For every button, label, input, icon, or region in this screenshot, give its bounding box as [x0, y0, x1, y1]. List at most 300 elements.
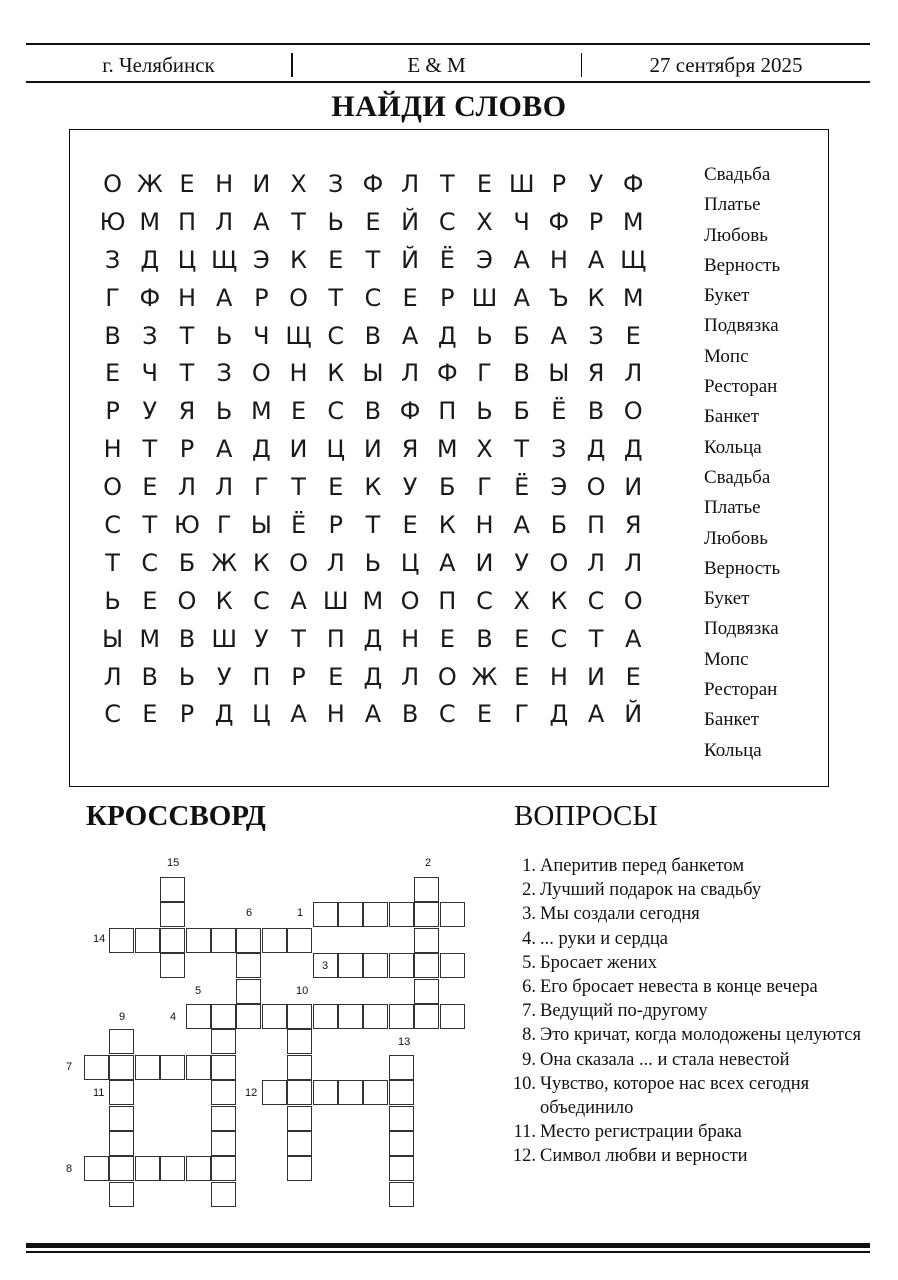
letter-cell: Ф	[436, 359, 458, 388]
question-number: 2.	[522, 880, 536, 901]
letter-cell: Е	[476, 700, 493, 729]
crossword-cell[interactable]	[338, 1080, 363, 1105]
crossword-cell[interactable]	[389, 953, 414, 978]
letter-cell: Е	[328, 473, 344, 502]
crossword-cell[interactable]	[440, 1004, 465, 1029]
crossword-cell[interactable]	[287, 928, 312, 953]
crossword-cell[interactable]	[414, 979, 439, 1004]
letter-cell: Е	[514, 662, 530, 691]
letter-cell: Ш	[508, 169, 535, 198]
letter-cell: И	[289, 435, 308, 464]
letter-cell: Н	[289, 359, 308, 388]
letter-cell: Е	[290, 397, 307, 426]
letter-cell: Ш	[211, 624, 237, 653]
crossword-cell[interactable]	[211, 1055, 236, 1080]
letter-cell: Л	[215, 207, 234, 236]
letter-cell: А	[290, 586, 307, 615]
letter-cell: Ф	[139, 283, 161, 312]
letter-cell: Л	[587, 548, 606, 577]
questions-title: ВОПРОСЫ	[514, 800, 658, 832]
crossword-cell[interactable]	[135, 928, 160, 953]
crossword-cell[interactable]	[414, 902, 439, 927]
letter-cell: А	[513, 510, 530, 539]
wordsearch-grid	[94, 165, 652, 733]
crossword-cell[interactable]	[236, 928, 261, 953]
letter-cell: О	[103, 169, 123, 198]
crossword-cell[interactable]	[211, 1131, 236, 1156]
question-item	[500, 927, 870, 951]
crossword-cell[interactable]	[236, 1004, 261, 1029]
letter-cell: С	[438, 700, 456, 729]
crossword-cell[interactable]	[109, 1131, 134, 1156]
questions-list	[500, 854, 870, 1169]
letter-cell: Е	[402, 510, 418, 539]
letter-cell: О	[623, 397, 643, 426]
header-city: г. Челябинск	[102, 52, 215, 77]
letter-cell: З	[328, 169, 344, 198]
letter-cell: Ы	[102, 624, 124, 653]
letter-cell: П	[177, 207, 196, 236]
letter-cell: З	[104, 245, 121, 274]
letter-cell: Б	[513, 321, 530, 350]
word-list-item: Подвязка	[704, 315, 779, 337]
letter-cell: М	[250, 397, 272, 426]
letter-cell: Т	[105, 548, 120, 577]
letter-cell: Ц	[326, 435, 346, 464]
letter-cell: Ш	[471, 283, 498, 312]
crossword-cell[interactable]	[338, 902, 363, 927]
letter-cell: Р	[440, 283, 455, 312]
letter-cell: Б	[513, 397, 530, 426]
letter-cell: А	[290, 700, 307, 729]
letter-cell: Х	[290, 169, 307, 198]
letter-cell: В	[401, 700, 419, 729]
letter-cell: Л	[401, 359, 420, 388]
letter-cell: Л	[215, 473, 234, 502]
letter-cell: А	[550, 321, 568, 350]
letter-cell: С	[587, 586, 605, 615]
crossword-cell[interactable]	[262, 1080, 287, 1105]
crossword-cell[interactable]	[186, 928, 211, 953]
letter-cell: Р	[254, 283, 269, 312]
crossword-cell[interactable]	[236, 953, 261, 978]
word-list-item: Верность	[704, 254, 781, 276]
clue-number: 12	[245, 1087, 258, 1099]
letter-cell: Щ	[285, 321, 312, 350]
crossword-cell[interactable]	[160, 877, 185, 902]
crossword-cell[interactable]	[160, 902, 185, 927]
crossword-cell[interactable]	[363, 1080, 388, 1105]
crossword-cell[interactable]	[414, 1004, 439, 1029]
letter-cell: В	[364, 321, 382, 350]
letter-cell: П	[438, 586, 457, 615]
footer-rule-thick	[26, 1243, 870, 1248]
letter-cell: Т	[179, 321, 195, 350]
letter-cell: Ь	[104, 586, 121, 615]
crossword-cell[interactable]	[440, 953, 465, 978]
crossword-cell[interactable]	[262, 928, 287, 953]
crossword-cell[interactable]	[414, 953, 439, 978]
crossword-cell[interactable]	[338, 953, 363, 978]
question-number: 8.	[522, 1025, 536, 1046]
letter-cell: Ё	[290, 510, 307, 539]
word-list-item: Букет	[704, 285, 750, 307]
crossword-cell[interactable]	[287, 1131, 312, 1156]
letter-cell: Б	[550, 510, 568, 539]
clue-number: 1	[297, 907, 304, 919]
crossword-cell[interactable]	[313, 1080, 338, 1105]
crossword-cell[interactable]	[160, 928, 185, 953]
letter-cell: Р	[588, 207, 604, 236]
clue-number: 13	[398, 1036, 411, 1048]
letter-cell: Ь	[178, 662, 196, 691]
letter-cell: Д	[363, 662, 383, 691]
letter-cell: Н	[326, 700, 345, 729]
question-text: ... руки и сердца	[540, 928, 668, 949]
letter-cell: Ц	[400, 548, 420, 577]
letter-cell: Т	[291, 473, 306, 502]
letter-cell: Ю	[99, 207, 126, 236]
letter-cell: С	[476, 586, 493, 615]
letter-cell: Н	[549, 245, 568, 274]
letter-cell: П	[587, 510, 606, 539]
letter-cell: Ы	[362, 359, 384, 388]
question-number: 9.	[522, 1049, 536, 1070]
letter-cell: И	[363, 435, 382, 464]
letter-cell: А	[364, 700, 382, 729]
letter-cell: Т	[291, 624, 306, 653]
letter-cell: Ь	[327, 207, 344, 236]
word-list-item: Любовь	[704, 224, 768, 246]
letter-cell: Ь	[215, 397, 233, 426]
letter-cell: Е	[328, 245, 344, 274]
clue-number: 9	[119, 1011, 126, 1023]
question-item	[500, 854, 870, 878]
letter-cell: К	[215, 586, 233, 615]
letter-cell: А	[587, 700, 605, 729]
clue-number: 4	[170, 1011, 177, 1023]
question-text: Она сказала ... и стала невестой	[540, 1049, 790, 1070]
crossword-cell[interactable]	[363, 1004, 388, 1029]
crossword-title: КРОССВОРД	[86, 800, 266, 832]
letter-cell: О	[623, 586, 643, 615]
word-list-item: Кольца	[704, 739, 762, 761]
crossword-cell[interactable]	[186, 1156, 211, 1181]
letter-cell: Л	[177, 473, 196, 502]
letter-cell: А	[439, 548, 456, 577]
letter-cell: О	[103, 473, 123, 502]
letter-cell: М	[436, 435, 458, 464]
letter-cell: И	[624, 473, 643, 502]
crossword-cell[interactable]	[186, 1055, 211, 1080]
letter-cell: У	[402, 473, 418, 502]
question-text: Его бросает невеста в конце вечера	[540, 977, 818, 998]
crossword-cell[interactable]	[211, 1080, 236, 1105]
crossword-cell[interactable]	[109, 1080, 134, 1105]
crossword-cell[interactable]	[211, 1156, 236, 1181]
letter-cell: Т	[291, 207, 306, 236]
letter-cell: Э	[252, 245, 270, 274]
letter-cell: О	[586, 473, 606, 502]
letter-cell: В	[587, 397, 605, 426]
crossword-cell[interactable]	[84, 1055, 109, 1080]
crossword-cell[interactable]	[211, 1004, 236, 1029]
letter-cell: Т	[439, 169, 455, 198]
question-number: 4.	[522, 928, 536, 949]
letter-cell: З	[551, 435, 567, 464]
crossword-cell[interactable]	[236, 979, 261, 1004]
crossword-cell[interactable]	[363, 902, 388, 927]
letter-cell: И	[587, 662, 605, 691]
crossword-cell[interactable]	[160, 1156, 185, 1181]
crossword-cell[interactable]	[109, 1156, 134, 1181]
question-item	[500, 1023, 870, 1047]
question-item	[500, 878, 870, 902]
letter-cell: З	[588, 321, 604, 350]
crossword-cell[interactable]	[287, 1055, 312, 1080]
letter-cell: Н	[103, 435, 122, 464]
crossword-cell[interactable]	[389, 1156, 414, 1181]
letter-cell: Б	[178, 548, 196, 577]
crossword-cell[interactable]	[389, 1004, 414, 1029]
word-list-item: Платье	[704, 194, 761, 216]
word-list-item: Букет	[704, 588, 750, 610]
letter-cell: Х	[476, 207, 493, 236]
clue-number: 3	[322, 960, 329, 972]
crossword-cell[interactable]	[389, 1182, 414, 1207]
letter-cell: Ы	[250, 510, 272, 539]
footer-rule-thin	[26, 1251, 870, 1253]
question-text: Бросает жених	[540, 952, 657, 973]
letter-cell: Ц	[252, 700, 271, 729]
letter-cell: Н	[475, 510, 494, 539]
letter-cell: Д	[251, 435, 271, 464]
letter-cell: Ф	[399, 397, 421, 426]
letter-cell: Г	[216, 510, 232, 539]
header-bar	[26, 48, 870, 82]
letter-cell: Д	[586, 435, 606, 464]
crossword-cell[interactable]	[287, 1029, 312, 1054]
clue-number: 8	[66, 1163, 73, 1175]
header-date: 27 сентября 2025	[649, 52, 803, 77]
letter-cell: Ч	[253, 321, 270, 350]
letter-cell: Е	[402, 283, 418, 312]
crossword-cell[interactable]	[211, 1182, 236, 1207]
clue-number: 7	[66, 1061, 73, 1073]
crossword-cell[interactable]	[287, 1106, 312, 1131]
crossword-cell[interactable]	[338, 1004, 363, 1029]
header-bottom-rule	[26, 81, 870, 83]
letter-cell: Ф	[548, 207, 570, 236]
letter-cell: О	[289, 283, 308, 312]
letter-cell: Т	[514, 435, 529, 464]
letter-cell: К	[327, 359, 345, 388]
crossword-cell[interactable]	[109, 1029, 134, 1054]
letter-cell: Е	[625, 321, 641, 350]
crossword-cell[interactable]	[211, 1029, 236, 1054]
letter-cell: О	[400, 586, 420, 615]
letter-cell: З	[216, 359, 232, 388]
clue-number: 10	[296, 985, 309, 997]
letter-cell: Ю	[174, 510, 200, 539]
letter-cell: П	[438, 397, 457, 426]
letter-cell: Е	[142, 586, 158, 615]
question-text: Лучший подарок на свадьбу	[540, 880, 762, 901]
crossword-cell[interactable]	[287, 1004, 312, 1029]
letter-cell: Р	[291, 662, 306, 691]
letter-cell: Б	[439, 473, 456, 502]
question-text: Место регистрации брака	[540, 1122, 742, 1143]
word-list-item: Банкет	[704, 709, 760, 731]
question-item	[500, 1072, 870, 1120]
letter-cell: Ё	[514, 473, 530, 502]
letter-cell: Ц	[177, 245, 197, 274]
letter-cell: С	[104, 700, 121, 729]
letter-cell: Т	[588, 624, 604, 653]
letter-cell: Ф	[622, 169, 644, 198]
letter-cell: Г	[105, 283, 120, 312]
letter-cell: Г	[514, 700, 529, 729]
letter-cell: А	[513, 245, 530, 274]
letter-cell: А	[215, 435, 233, 464]
letter-cell: Е	[142, 473, 158, 502]
letter-cell: Р	[328, 510, 343, 539]
letter-cell: И	[252, 169, 271, 198]
letter-cell: Е	[179, 169, 195, 198]
word-list-item: Платье	[704, 497, 761, 519]
letter-cell: С	[104, 510, 121, 539]
letter-cell: Ё	[551, 397, 567, 426]
crossword-cell[interactable]	[135, 1055, 160, 1080]
crossword-cell[interactable]	[109, 928, 134, 953]
letter-cell: К	[364, 473, 382, 502]
letter-cell: М	[139, 207, 161, 236]
letter-cell: А	[625, 624, 642, 653]
crossword-cell[interactable]	[440, 902, 465, 927]
letter-cell: Т	[328, 283, 344, 312]
letter-cell: Л	[326, 548, 345, 577]
crossword-cell[interactable]	[109, 1106, 134, 1131]
crossword-cell[interactable]	[313, 1004, 338, 1029]
clue-number: 2	[425, 857, 432, 869]
letter-cell: Я	[587, 359, 605, 388]
crossword-cell[interactable]	[262, 1004, 287, 1029]
letter-cell: Т	[179, 359, 195, 388]
letter-cell: У	[216, 662, 232, 691]
crossword-cell[interactable]	[211, 928, 236, 953]
crossword-cell[interactable]	[135, 1156, 160, 1181]
word-list-item: Подвязка	[704, 618, 779, 640]
crossword-cell[interactable]	[389, 1055, 414, 1080]
letter-cell: Й	[401, 245, 420, 274]
letter-cell: У	[588, 169, 604, 198]
crossword-cell[interactable]	[211, 1106, 236, 1131]
letter-cell: К	[290, 245, 308, 274]
letter-cell: Л	[103, 662, 122, 691]
question-number: 6.	[522, 977, 536, 998]
letter-cell: Ь	[364, 548, 382, 577]
letter-cell: Э	[550, 473, 568, 502]
letter-cell: Г	[254, 473, 269, 502]
letter-cell: А	[215, 283, 233, 312]
crossword-cell[interactable]	[389, 1106, 414, 1131]
clue-number: 15	[167, 857, 180, 869]
letter-cell: О	[549, 548, 569, 577]
question-text: Чувство, которое нас всех сегодня объединило	[540, 1073, 810, 1119]
letter-cell: Н	[401, 624, 420, 653]
question-item	[500, 975, 870, 999]
letter-cell: Д	[437, 321, 457, 350]
letter-cell: Т	[142, 435, 158, 464]
letter-cell: С	[141, 548, 159, 577]
letter-cell: Ж	[211, 548, 238, 577]
crossword-cell[interactable]	[389, 1131, 414, 1156]
crossword-cell[interactable]	[287, 1080, 312, 1105]
letter-cell: А	[253, 207, 270, 236]
letter-cell: С	[327, 397, 345, 426]
crossword-cell[interactable]	[109, 1182, 134, 1207]
crossword-cell[interactable]	[414, 928, 439, 953]
question-item	[500, 951, 870, 975]
letter-cell: Н	[177, 283, 196, 312]
question-number: 1.	[522, 856, 536, 876]
letter-cell: Т	[142, 510, 158, 539]
crossword-cell[interactable]	[109, 1055, 134, 1080]
question-number: 3.	[522, 904, 536, 925]
crossword-cell[interactable]	[186, 1004, 211, 1029]
letter-cell: Ш	[322, 586, 349, 615]
letter-cell: Е	[439, 624, 455, 653]
letter-cell: Т	[365, 245, 381, 274]
letter-cell: Л	[624, 359, 643, 388]
crossword-cell[interactable]	[363, 953, 388, 978]
letter-cell: А	[401, 321, 419, 350]
letter-cell: В	[513, 359, 530, 388]
clue-number: 14	[93, 933, 106, 945]
word-list-item: Свадьба	[704, 466, 771, 488]
letter-cell: И	[475, 548, 494, 577]
letter-cell: К	[252, 548, 270, 577]
question-text: Мы создали сегодня	[540, 904, 700, 925]
letter-cell: К	[550, 586, 568, 615]
letter-cell: В	[476, 624, 493, 653]
wordsearch-word-list	[704, 160, 780, 766]
letter-cell: А	[587, 245, 605, 274]
crossword-cell[interactable]	[287, 1156, 312, 1181]
crossword-cell[interactable]	[84, 1156, 109, 1181]
crossword-cell[interactable]	[160, 1055, 185, 1080]
letter-cell: С	[364, 283, 382, 312]
letter-cell: Л	[624, 548, 643, 577]
letter-cell: Ъ	[548, 283, 569, 312]
question-item	[500, 1144, 870, 1168]
letter-cell: Г	[477, 473, 492, 502]
letter-cell: Ч	[513, 207, 530, 236]
crossword-cell[interactable]	[389, 902, 414, 927]
crossword-cell[interactable]	[160, 953, 185, 978]
crossword-cell[interactable]	[313, 902, 338, 927]
letter-cell: Й	[624, 700, 643, 729]
crossword-cell[interactable]	[389, 1080, 414, 1105]
letter-cell: М	[622, 283, 644, 312]
question-text: Это кричат, когда молодожены целуются	[540, 1025, 862, 1046]
letter-cell: Д	[363, 624, 383, 653]
letter-cell: Й	[401, 207, 420, 236]
crossword-cell[interactable]	[414, 877, 439, 902]
letter-cell: В	[364, 397, 382, 426]
letter-cell: Е	[514, 624, 530, 653]
letter-cell: О	[289, 548, 308, 577]
